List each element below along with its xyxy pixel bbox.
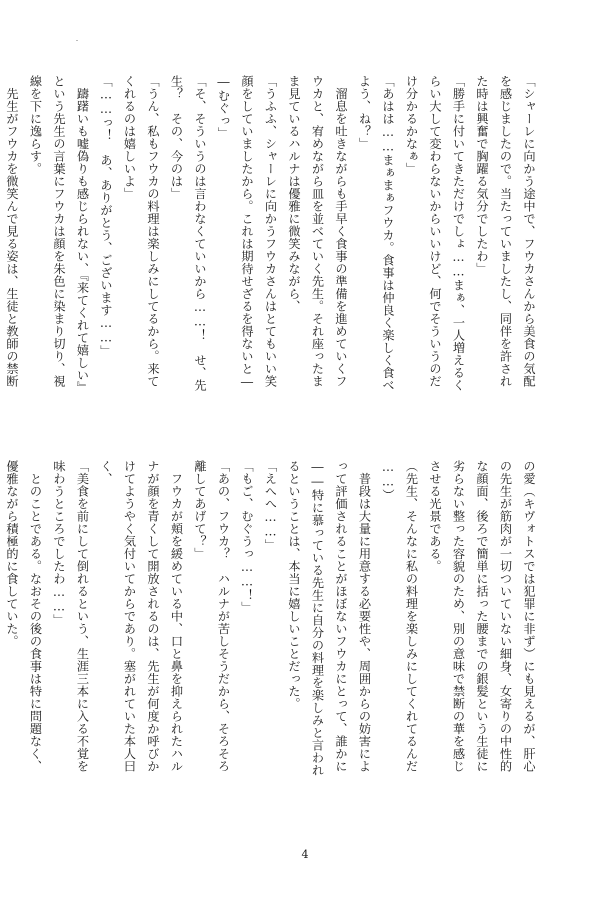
text-line: 先生がフウカを微笑んで見る姿は、生徒と教師の禁断 <box>5 75 19 388</box>
text-line: よう、ね？」 <box>357 75 372 150</box>
text-line: く、 <box>99 460 113 485</box>
text-line: フウカが頬を緩めている中、口と鼻を抑えられたハル <box>169 460 184 773</box>
text-line: 「えへへ……」 <box>263 460 278 552</box>
text-line: ナが顔を青くして開放されるのは、先生が何度か呼びか <box>146 460 160 773</box>
text-line: 劣らない整った容貌のため、別の意味で禁断の華を感じ <box>451 460 466 773</box>
text-line: 「そ、そういうのは言わなくていいから……！ せ、先 <box>193 75 207 392</box>
text-line: 躊躇いも嘘偽りも感じられない、『来てくれて嬉しい』 <box>75 75 90 394</box>
text-line: を感じましたので。当たっていましたし、同伴を許され <box>498 75 513 388</box>
text-line: ウカと、宥めながら皿を並べていく先生。それ座ったま <box>310 75 325 388</box>
text-line: 溜息を吐きながらも手早く食事の準備を進めていくフ <box>334 75 348 388</box>
text-line: 優雅ながら積極的に食していた。 <box>5 460 19 648</box>
text-line: ……） <box>381 460 395 502</box>
text-line: 「うん、私もフウカの料理は楽しみにしてるから。来て <box>146 75 160 388</box>
text-line: 「もご、むぐうっ……！」 <box>240 460 254 614</box>
text-line: させる光景である。 <box>428 460 442 573</box>
text-line: 「うふふ、シャーレに向かうフウカさんはとてもいい笑 <box>263 75 278 388</box>
text-line: 「……っ！ あ、ありがとう、ございます……」 <box>99 75 113 358</box>
page-number: 4 <box>301 848 309 861</box>
text-line: な顔面、後ろで簡単に括った腰までの銀髪という生徒に <box>475 460 489 773</box>
text-line: けてようやく気付いてからであり。塞がれていた本人曰 <box>122 460 137 773</box>
lower-text-block <box>5 460 540 790</box>
text-line: 顔をしていましたから。これは期待せざるを得ないと― <box>240 75 254 390</box>
upper-text-block <box>5 75 540 405</box>
text-line: ま見ているハルナは優雅に微笑みながら、 <box>287 75 301 313</box>
text-line: 「勝手に付いてきただけでしょ……まぁ、一人増えるく <box>451 75 466 392</box>
text-line: ――特に慕っている先生に自分の料理を楽しみと言われ <box>310 460 325 777</box>
text-line: 線を下に逸らす。 <box>28 75 43 175</box>
text-line: け分かるかなぁ」 <box>404 75 419 175</box>
text-line: 「シャーレに向かう途中で、フウカさんから美食の気配 <box>522 75 536 388</box>
text-line: 味わうところでしたわ……」 <box>52 460 66 627</box>
text-line: るということは、本当に嬉しいことだった。 <box>287 460 301 710</box>
text-line: の先生が筋肉が一切ついていない細身、女寄りの中性的 <box>498 460 513 773</box>
text-line: って評価されることがほぼないフウカにとって、誰かに <box>334 460 348 773</box>
text-line: の愛（キヴォトスでは犯罪に非ず）にも見えるが、肝心 <box>522 460 536 773</box>
text-line: 「美食を前にして倒れるという、生涯三本に入る不覚を <box>75 460 90 773</box>
text-line: ―むぐっ」 <box>216 75 231 140</box>
text-line: （先生、そんなに私の料理を楽しみにしてくれてるんだ <box>404 460 419 773</box>
text-line: た時は興奮で胸躍る気分でしたわ」 <box>475 75 489 275</box>
text-line: とのことである。なおその後の食事は特に問題なく、 <box>28 460 43 773</box>
text-line: 普段は大量に用意する必要性や、周囲からの妨害によ <box>357 460 372 773</box>
text-line: 「あはは……まぁまぁフウカ。食事は仲良く楽しく食べ <box>381 75 395 392</box>
text-line: 「あの、フウカ？ ハルナが苦しそうだから、そろそろ <box>216 460 231 773</box>
text-line: 離してあげて？」 <box>193 460 207 560</box>
text-line: くれるのは嬉しいよ」 <box>122 75 137 200</box>
text-line: という先生の言葉にフウカは顔を朱色に染まり切り、視 <box>52 75 66 388</box>
text-line: 生？ その、今のは」 <box>169 75 184 200</box>
scan-speck <box>76 40 78 41</box>
text-line: らい大して変わらないからいいけど、何でそういうのだ <box>428 75 442 388</box>
